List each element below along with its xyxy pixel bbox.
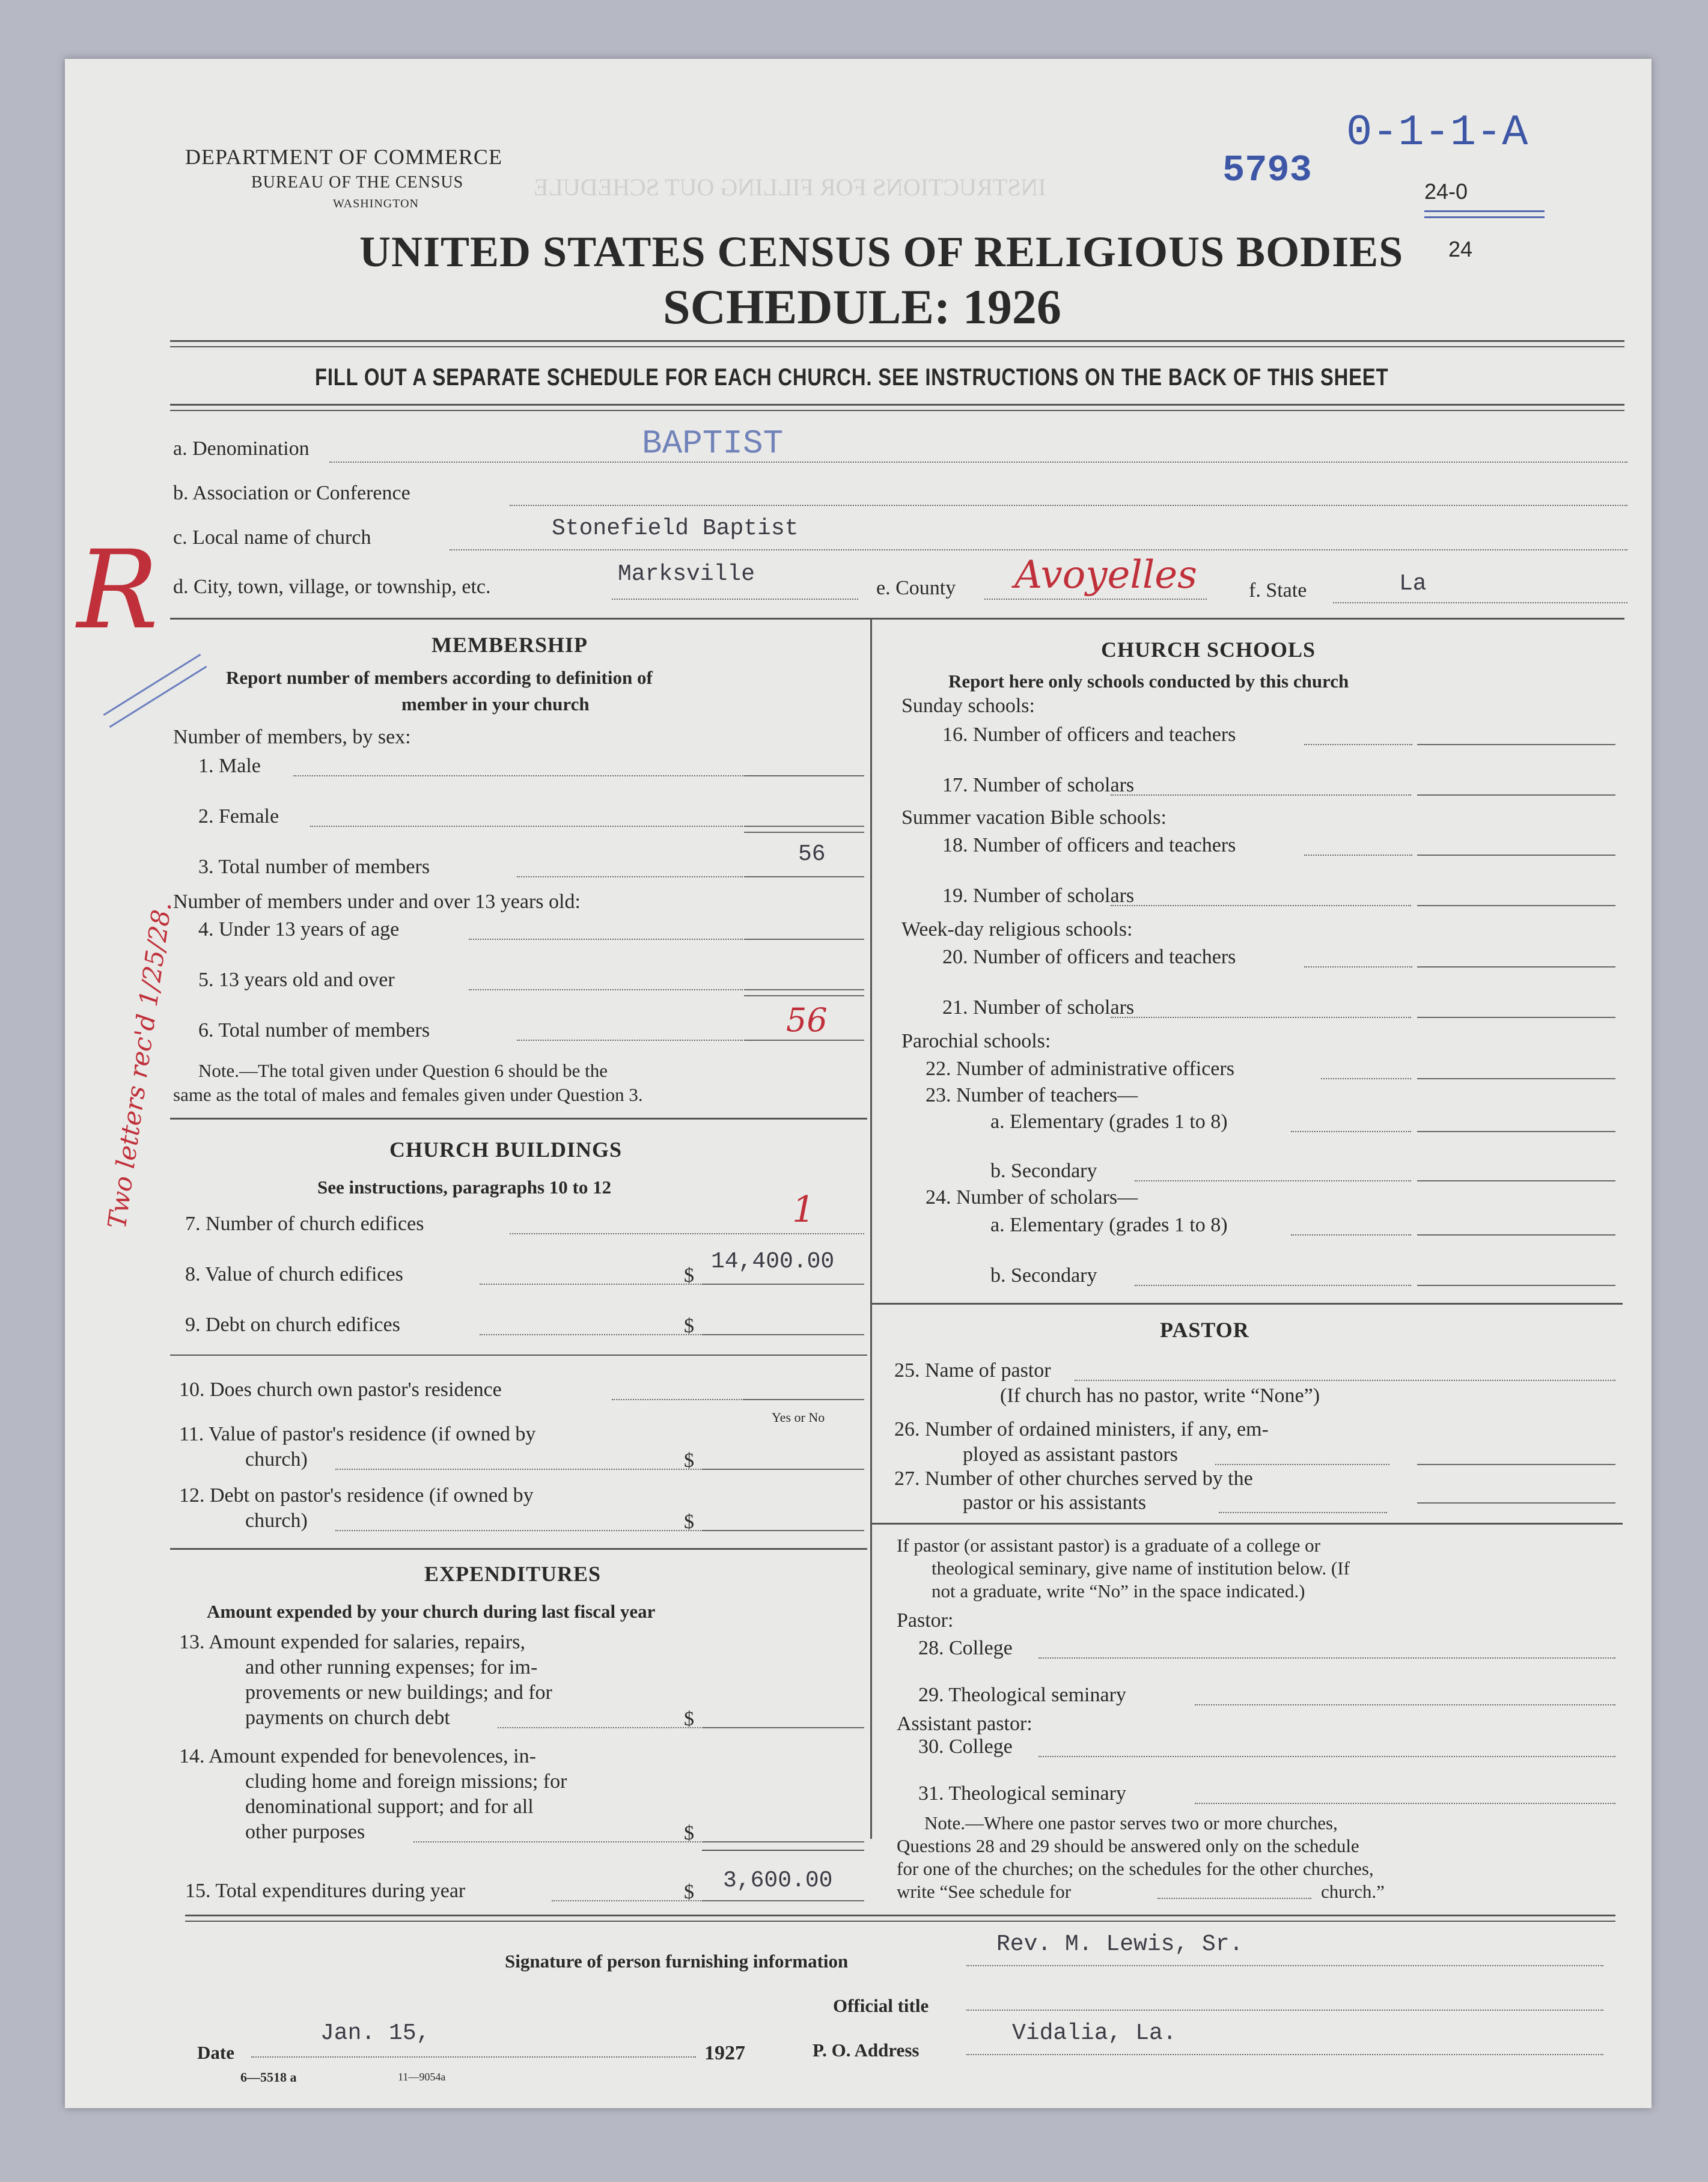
by-age-label: Number of members under and over 13 years old: [173,891,581,913]
show-through-text: INSTRUCTIONS FOR FILLING OUT SCHEDULE [534,174,1046,201]
q20-field[interactable] [1417,966,1615,968]
q24-label: 24. Number of scholars— [926,1186,1138,1208]
q13-field[interactable] [702,1727,864,1728]
sunday-schools-label: Sunday schools: [901,695,1035,717]
q6-total-label: 6. Total number of members [198,1019,430,1041]
q24a-label: a. Elementary (grades 1 to 8) [990,1214,1228,1236]
q14-field[interactable] [702,1841,864,1842]
q29-field[interactable] [1195,1704,1615,1705]
code-24: 24 [1448,237,1473,261]
pastor-note-4: write “See schedule for [897,1881,1072,1902]
q16-field[interactable] [1417,744,1615,745]
q11-field[interactable] [702,1469,864,1470]
membership-note-1: Note.—The total given under Question 6 should be the [198,1060,608,1081]
q21-label: 21. Number of scholars [942,996,1135,1019]
membership-sub-1: Report number of members according to definition of [226,667,653,688]
q25-label: 25. Name of pastor [894,1359,1051,1382]
official-title-field[interactable] [966,2010,1603,2011]
city-value: Marksville [618,561,755,587]
pastor-note-1: Note.—Where one pastor serves two or more churches, [924,1812,1338,1833]
q3-total-label: 3. Total number of members [198,856,430,878]
buildings-sub: See instructions, paragraphs 10 to 12 [317,1177,612,1198]
q18-field[interactable] [1417,855,1615,856]
q4-under-13-field[interactable] [744,939,864,940]
state-value: La [1399,571,1427,597]
q22-label: 22. Number of administrative officers [926,1058,1234,1080]
reviewer-initial: R [77,528,159,653]
schools-heading: CHURCH SCHOOLS [1101,638,1316,662]
q24a-field[interactable] [1417,1234,1615,1236]
pastor-subheading: Pastor: [897,1609,954,1632]
margin-note: Two letters rec'd 1/25/28. [102,900,177,1231]
expenditures-sub: Amount expended by your church during last fiscal year [207,1601,656,1622]
q1-male-field[interactable] [744,775,864,776]
q17-label: 17. Number of scholars [942,774,1135,796]
q23a-label: a. Elementary (grades 1 to 8) [990,1111,1228,1133]
q23b-field[interactable] [1417,1180,1615,1181]
date-label: Date [197,2042,234,2063]
assistant-pastor-subheading: Assistant pastor: [897,1713,1032,1735]
form-title: UNITED STATES CENSUS OF RELIGIOUS BODIES [359,228,1404,276]
q4-under-13-label: 4. Under 13 years of age [198,918,400,940]
po-address-value[interactable]: Vidalia, La. [1012,2020,1177,2046]
instruction-bar: FILL OUT A SEPARATE SCHEDULE FOR EACH CHURCH. SEE INSTRUCTIONS ON THE BACK OF THIS SHEET [315,364,1389,391]
buildings-heading: CHURCH BUILDINGS [389,1138,623,1162]
q25-field[interactable] [1075,1380,1615,1381]
q30-label: 30. College [918,1736,1013,1758]
q28-label: 28. College [918,1637,1013,1659]
print-number: 11—9054a [398,2071,446,2083]
county-label: e. County [876,577,956,599]
city-label: d. City, town, village, or township, etc. [173,576,491,598]
q17-field[interactable] [1417,794,1615,796]
code-underline-1 [1424,210,1545,212]
q22-field[interactable] [1417,1078,1615,1079]
yes-no-hint: Yes or No [772,1410,825,1425]
schools-sub: Report here only schools conducted by this church [948,671,1349,692]
q28-field[interactable] [1039,1657,1615,1659]
po-address-label: P. O. Address [813,2040,920,2061]
see-schedule-field[interactable] [1157,1898,1311,1899]
q19-field[interactable] [1417,905,1615,906]
graduate-note-3: not a graduate, write “No” in the space indicated.) [932,1580,1305,1601]
city-label: WASHINGTON [333,197,419,210]
schedule-title: SCHEDULE: 1926 [663,279,1061,334]
q10-owns-residence-label: 10. Does church own pastor's residence [179,1379,502,1401]
form-number: 6—5518 a [240,2070,297,2085]
file-code: 0-1-1-A [1346,108,1528,157]
official-title-label: Official title [833,1995,929,2016]
q6-total-value[interactable]: 56 [786,1001,828,1039]
q19-label: 19. Number of scholars [942,885,1135,907]
q20-label: 20. Number of officers and teachers [942,946,1236,968]
q23-label: 23. Number of teachers— [926,1084,1138,1106]
pastor-note-3: for one of the churches; on the schedules for the other churches, [897,1858,1374,1879]
expenditures-heading: EXPENDITURES [424,1562,602,1586]
signature-value[interactable]: Rev. M. Lewis, Sr. [996,1931,1243,1957]
membership-note-2: same as the total of males and females given under Question 3. [173,1084,643,1105]
denomination-value: BAPTIST [642,424,784,463]
county-value: Avoyelles [1014,553,1197,597]
q5-13-and-over-label: 5. 13 years old and over [198,969,395,991]
q5-13-and-over-field[interactable] [744,989,864,990]
q29-label: 29. Theological seminary [918,1684,1126,1706]
pastor-heading: PASTOR [1160,1318,1249,1342]
q2-female-label: 2. Female [198,805,279,827]
pastor-note-2: Questions 28 and 29 should be answered only on the schedule [897,1835,1359,1856]
summer-schools-label: Summer vacation Bible schools: [901,806,1167,829]
parochial-schools-label: Parochial schools: [901,1030,1051,1052]
q15-value[interactable]: 3,600.00 [723,1868,833,1894]
q23b-label: b. Secondary [990,1160,1097,1182]
q27-label: 27. Number of other churches served by the [894,1467,1253,1490]
local-name-value: Stonefield Baptist [552,516,799,541]
q10-owns-residence-field[interactable] [744,1399,864,1400]
q11-label: 11. Value of pastor's residence (if owned by [179,1423,536,1445]
q12-field[interactable] [702,1530,864,1531]
q7-edifices-label: 7. Number of church edifices [185,1213,424,1235]
blue-check-mark [103,654,201,716]
department-label: DEPARTMENT OF COMMERCE [185,145,502,169]
census-schedule-sheet: INSTRUCTIONS FOR FILLING OUT SCHEDULE DEPARTMENT OF COMMERCE BUREAU OF THE CENSUS WASHINGTON 5793 0-1-1-A 24-0 24 UNITED STATES CENSUS OF RELIGIOUS BODIES SCHEDULE: 1926 FILL OUT A SEPARATE SCHEDULE FOR EACH CHURCH. SEE INSTRUCTIONS ON THE BACK OF THIS SHEET a. Denomination BAPTIST b. Association or Conference c. Local name of church Stonefield Baptist d. City, town, village, or township, etc. Marksville e. County Avoyelles f. State La R Two letters rec'd 1/25/28. MEMBERSHIP Report number of members according to definition of member in your church Number of members, by sex: 1. Male 2. Female 3. Total number of members 56 Number of members under and over 13 years old: 4. Under 13 years of age 5. 13 years old and over 6. Total number of members 56 Note.—The total given under Question 6 should be the same as the total of males and females given under Question 3. CHURCH BUILDINGS See instructions, paragraphs 10 to 12 7. Number of church edifices 1 8. Value of church edifices $ 14,400.00 9. Debt on church edifices $ 10. Does church own pastor's residence Yes or No 11. Value of pastor's residence (if owned by church) $ 12. Debt on pastor's residence (if owned by church) $ EXPENDITURES Amount expended by your church during last fiscal year 13. Amount expended for salaries, repairs, and other running expenses; for im- provements or new buildings; and for payments on church debt $ 14. Amount expended for benevolences, in- cluding home and foreign missions; for denominational support; and for all other purposes $ 15. Total expenditures during year $ 3,600.00 CHURCH SCHOOLS Report here only schools conducted by this church Sunday schools: 16. Number of officers and teachers 17. Number of scholars Summer vacation Bible schools: 18. Number of officers and teachers 19. Number of scholars Week-day religious schools: 20. Number of officers and teachers 21. Number of scholars Parochial schools: 22. Number of administrative officers 23. Number of teachers— a. Elementary (grades 1 to 8) b. Secondary 24. Number of scholars— a. Elementary (grades 1 to 8) b. Secondary PASTOR 25. Name of pastor (If church has no pastor, write “None”) 26. Number of ordained ministers, if any, em- ployed as assistant pastors 27. Number of other churches served by the pastor or his assistants If pastor (or assistant pastor) is a graduate of a college or theological seminary, give name of institution below. (If not a graduate, write “No” in the space indicated.) Pastor: 28. College 29. Theological seminary Assistant pastor: 30. College 31. Theological seminary Note.—Where one pastor serves two or more churches, Questions 28 and 29 should be answered only on the schedule for one of the churches; on the schedules for the other churches, write “See schedule for church.” Signature of person furnishing information Rev. M. Lewis, Sr. Official title Date Jan. 15, 1927 P. O. Address Vidalia, La. 6—5518 a 11—9054a [65,59,1652,2108]
q31-field[interactable] [1195,1803,1615,1804]
code-underline-2 [1424,216,1545,218]
q26-field[interactable] [1417,1464,1615,1465]
code-24-0: 24-0 [1424,179,1468,204]
by-sex-label: Number of members, by sex: [173,726,411,748]
signature-label: Signature of person furnishing information [505,1951,849,1972]
q9-debt-label: 9. Debt on church edifices [185,1314,400,1336]
q15-label: 15. Total expenditures during year [185,1880,466,1902]
q13-label: 13. Amount expended for salaries, repairs, [179,1631,525,1653]
local-name-label: c. Local name of church [173,526,371,549]
q3-total-value[interactable]: 56 [798,841,826,867]
q30-field[interactable] [1039,1756,1615,1757]
date-value[interactable]: Jan. 15, [320,2020,430,2046]
stamp-number: 5793 [1222,149,1312,192]
q8-value-value[interactable]: 14,400.00 [711,1249,835,1275]
state-label: f. State [1249,579,1307,602]
q9-debt-field[interactable] [702,1334,864,1335]
q16-label: 16. Number of officers and teachers [942,724,1236,746]
q8-value-label: 8. Value of church edifices [185,1263,403,1285]
q31-label: 31. Theological seminary [918,1782,1126,1805]
q7-edifices-value[interactable]: 1 [792,1189,816,1231]
q1-male-label: 1. Male [198,755,261,777]
bureau-label: BUREAU OF THE CENSUS [251,173,464,192]
q25-note: (If church has no pastor, write “None”) [1000,1385,1320,1407]
membership-sub-2: member in your church [401,693,590,715]
q2-female-field[interactable] [744,826,864,827]
q27-field[interactable] [1417,1502,1615,1504]
association-label: b. Association or Conference [173,482,410,504]
q14-label: 14. Amount expended for benevolences, in- [179,1745,536,1767]
weekday-schools-label: Week-day religious schools: [901,918,1133,940]
graduate-note-1: If pastor (or assistant pastor) is a graduate of a college or [897,1535,1320,1556]
q24b-field[interactable] [1417,1285,1615,1286]
date-year: 1927 [704,2042,745,2064]
q26-label: 26. Number of ordained ministers, if any, em- [894,1418,1269,1440]
q18-label: 18. Number of officers and teachers [942,834,1236,856]
q23a-field[interactable] [1417,1131,1615,1132]
column-divider [870,619,872,1839]
denomination-label: a. Denomination [173,437,310,460]
graduate-note-2: theological seminary, give name of institution below. (If [932,1558,1350,1579]
membership-heading: MEMBERSHIP [432,633,588,657]
q24b-label: b. Secondary [990,1264,1097,1287]
q21-field[interactable] [1417,1017,1615,1018]
q12-label: 12. Debt on pastor's residence (if owned by [179,1484,534,1507]
